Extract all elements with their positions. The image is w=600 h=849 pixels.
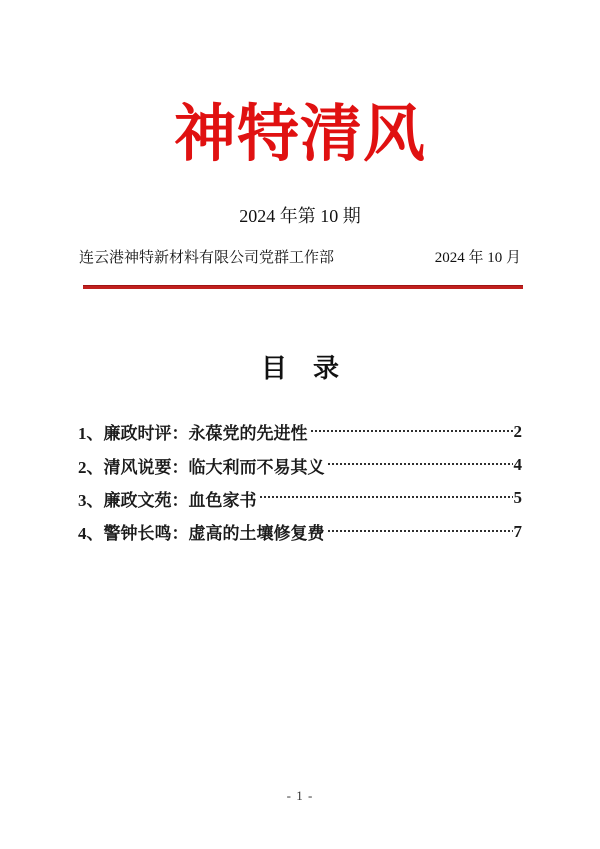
masthead-meta-row xyxy=(79,249,521,268)
page-number-footer: - 1 - xyxy=(286,788,314,803)
toc-entry-page-number: 4 xyxy=(513,455,522,475)
publisher-name: 连云港神特新材料有限公司党群工作部 xyxy=(79,250,335,266)
toc-dot-leader xyxy=(259,482,513,515)
toc-dot-leader xyxy=(327,515,513,548)
toc-entry-page-number: 2 xyxy=(513,421,522,441)
toc-entry-title: 3、廉政文苑：血色家书 xyxy=(78,490,257,510)
issue-number: 2024 年第 10 期 xyxy=(239,206,361,226)
toc-entry xyxy=(78,515,522,548)
toc-dot-leader xyxy=(310,415,513,448)
toc-entry xyxy=(78,415,522,448)
masthead-divider-rule xyxy=(83,285,523,289)
toc-entry-title: 4、警钟长鸣：虚高的土壤修复费 xyxy=(78,524,325,544)
toc-dot-leader xyxy=(327,448,513,481)
toc-list xyxy=(78,415,522,549)
toc-entry xyxy=(78,482,522,515)
toc-heading: 目 录 xyxy=(260,354,339,383)
toc-entry-title: 1、廉政时评：永葆党的先进性 xyxy=(78,424,308,444)
issue-date: 2024 年 10 月 xyxy=(434,250,521,266)
toc-entry xyxy=(78,448,522,481)
newsletter-title: 神特清风 xyxy=(173,101,426,169)
toc-entry-title: 2、清风说要：临大利而不易其义 xyxy=(78,457,325,477)
toc-entry-page-number: 7 xyxy=(513,521,522,541)
toc-entry-page-number: 5 xyxy=(513,488,522,508)
